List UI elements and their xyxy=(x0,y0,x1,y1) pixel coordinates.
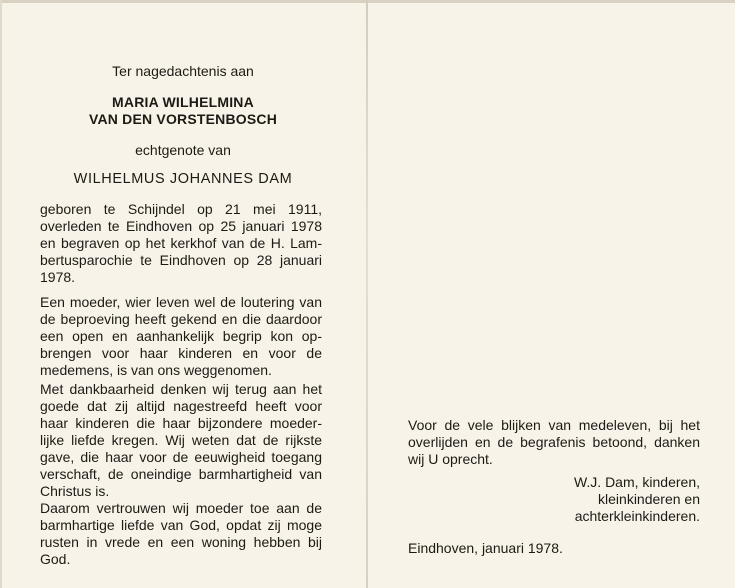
text-line: God. xyxy=(40,551,71,567)
text-line: medemens, is van ons weggenomen. xyxy=(40,362,272,378)
text-line: gave, die haar voor de eeuwigheid toegang xyxy=(40,449,322,465)
signature-line: W.J. Dam, kinderen, xyxy=(573,474,700,490)
text-line: haar kinderen die haar bijzondere moeder- xyxy=(40,415,322,431)
text-line: Een moeder, wier leven wel de loutering van xyxy=(40,294,322,310)
text-line: rusten in vrede en een woning hebben bij xyxy=(40,534,322,550)
text-line: goede dat zij altijd nagestreefd heeft voor xyxy=(40,398,322,414)
text-line: Met dankbaarheid denken wij terug aan het xyxy=(40,381,322,397)
signature-block xyxy=(528,474,700,525)
text-line: de beproeving heeft gekend en die daardoor xyxy=(40,311,322,327)
intro-text: Ter nagedachtenis aan xyxy=(112,63,254,79)
text-line: Voor de vele blijken van medeleven, bij het xyxy=(408,417,700,433)
text-line: geboren te Schijndel op 21 mei 1911, xyxy=(40,201,322,217)
deceased-name-line: VAN DEN VORSTENBOSCH xyxy=(88,111,278,127)
left-page xyxy=(0,0,366,588)
text-line: verschaft, de oneindige barmhartigheid van xyxy=(40,466,322,482)
text-line: overleden te Eindhoven op 25 januari 1978 xyxy=(40,218,322,234)
text-line: wij U oprecht. xyxy=(408,451,493,467)
birth-death-paragraph xyxy=(40,201,322,286)
text-line: een open en aanhankelijk begrip kon op- xyxy=(40,328,322,344)
text-line: overlijden en de begrafenis betoond, danken xyxy=(408,434,700,450)
text-line: barmhartige liefde van God, opdat zij moge xyxy=(40,517,322,533)
deceased-name xyxy=(0,94,366,128)
text-line: en begraven op het kerkhof van de H. Lam- xyxy=(40,235,322,251)
text-line: 1978. xyxy=(40,269,76,285)
mother-paragraph xyxy=(40,294,322,379)
signature-line: achterkleinkinderen. xyxy=(574,508,700,524)
place-date: Eindhoven, januari 1978. xyxy=(408,540,563,556)
text-line: brengen voor haar kinderen en voor de xyxy=(40,345,322,361)
spouse-label: echtgenote van xyxy=(135,142,231,158)
gratitude-paragraph xyxy=(40,381,322,568)
signature-line: kleinkinderen en xyxy=(598,491,700,507)
right-page xyxy=(368,0,735,588)
text-line: Christus is. xyxy=(40,483,110,499)
text-line: Daarom vertrouwen wij moeder toe aan de xyxy=(40,500,322,516)
text-line: lijke liefde kregen. Wij weten dat de rijkste xyxy=(40,432,322,448)
deceased-name-line: MARIA WILHELMINA xyxy=(112,94,254,110)
thanks-paragraph xyxy=(408,417,700,468)
spouse-name: WILHELMUS JOHANNES DAM xyxy=(73,171,293,187)
text-line: bertusparochie te Eindhoven op 28 januari xyxy=(40,252,322,268)
